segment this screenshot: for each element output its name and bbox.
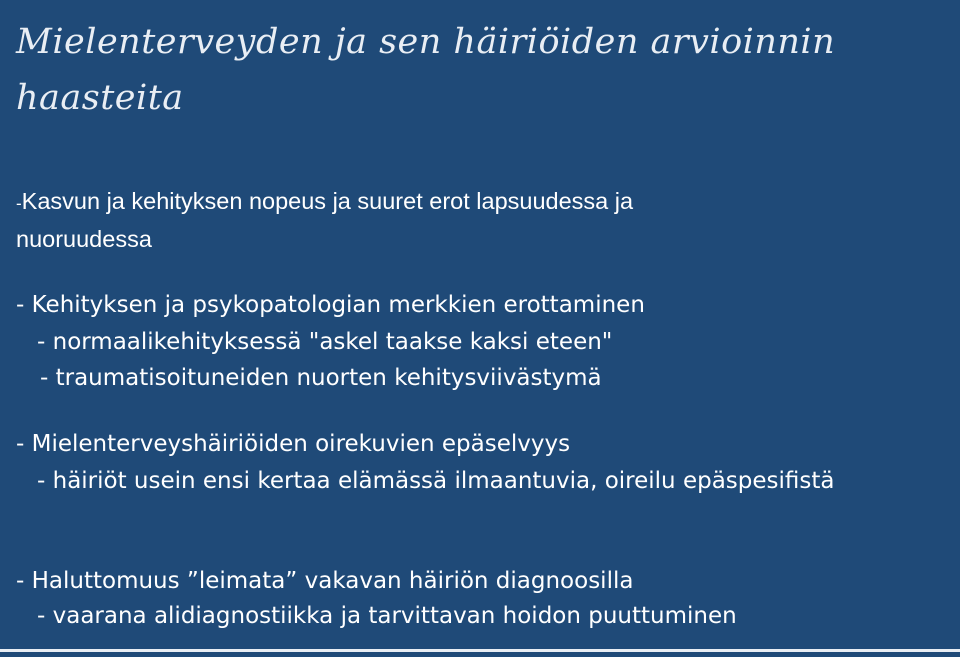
bullet-text: Kasvun ja kehityksen nopeus ja suuret erot lapsuudessa ja bbox=[21, 188, 634, 214]
slide-title: Mielenterveyden ja sen häiriöiden arvioinnin haasteita bbox=[16, 22, 836, 118]
bullet-line: nuoruudessa bbox=[16, 226, 152, 252]
bullet-dash: - bbox=[16, 194, 22, 213]
sub-bullet-line: - vaarana alidiagnostiikka ja tarvittavan hoidon puuttuminen bbox=[37, 603, 737, 629]
bottom-rule bbox=[0, 649, 960, 652]
sub-bullet-line: - traumatisoituneiden nuorten kehitysviivästymä bbox=[40, 365, 602, 391]
bullet-line: - Haluttomuus ”leimata” vakavan häiriön diagnoosilla bbox=[16, 568, 634, 594]
sub-bullet-line: - normaalikehityksessä "askel taakse kaksi eteen" bbox=[37, 329, 613, 355]
bullet-line: - Kehityksen ja psykopatologian merkkien erottaminen bbox=[16, 292, 645, 318]
bullet-line bbox=[16, 186, 633, 219]
sub-bullet-line: - häiriöt usein ensi kertaa elämässä ilmaantuvia, oireilu epäspesifistä bbox=[37, 468, 835, 494]
bullet-line: - Mielenterveyshäiriöiden oirekuvien epäselvyys bbox=[16, 431, 571, 457]
